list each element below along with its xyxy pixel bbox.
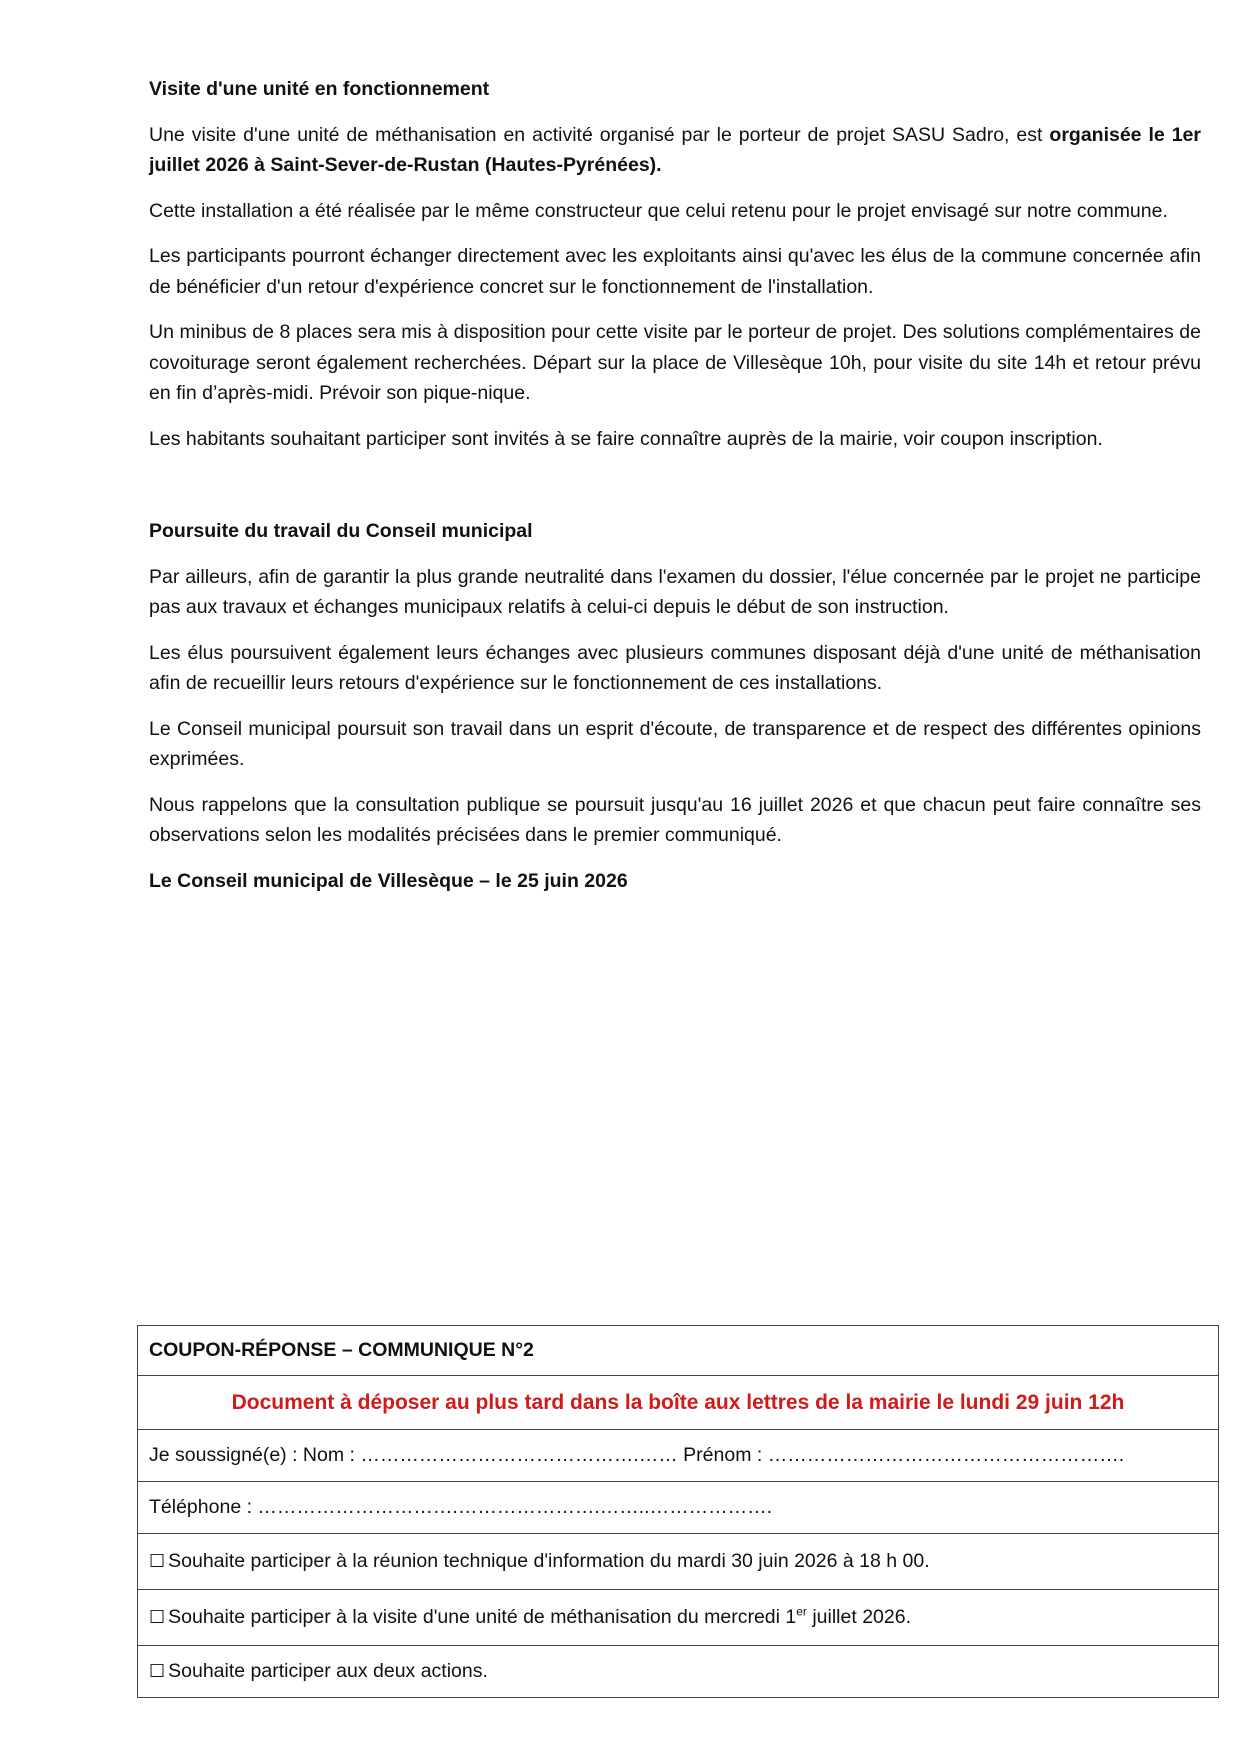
coupon-phone-field[interactable]: Téléphone : ………………………….………………….……..………………. [138,1482,1219,1534]
option-label-superscript: er [796,1604,807,1619]
paragraph-ecoute: Le Conseil municipal poursuit son travail dans un esprit d'écoute, de transparence et de respect des différentes opinions exprimées. [149,717,1201,770]
option-label: Souhaite participer à la visite d'une unité de méthanisation du mercredi 1 [168,1606,797,1628]
paragraph-visite-intro [149,120,1201,181]
document-body [149,74,1201,911]
coupon-title: COUPON-RÉPONSE – COMMUNIQUE N°2 [138,1326,1219,1376]
option-label: Souhaite participer à la réunion technique d'information du mardi 30 juin 2026 à 18 h 00. [168,1550,930,1572]
coupon-deadline-notice: Document à déposer au plus tard dans la boîte aux lettres de la mairie le lundi 29 juin 12h [138,1376,1219,1430]
coupon-reponse-form [137,1325,1219,1698]
coupon-option-visite[interactable] [138,1590,1219,1646]
checkbox-icon[interactable]: ☐ [149,1551,166,1572]
option-label-end: juillet 2026. [806,1606,911,1628]
signature: Le Conseil municipal de Villesèque – le 25 juin 2026 [149,869,628,892]
section-heading-visite: Visite d'une unité en fonctionnement [149,78,490,100]
paragraph-participants: Les participants pourront échanger directement avec les exploitants ainsi qu'avec les élus de la commune concernée afin de bénéficier d'un retour d'expérience concret sur le fonctionnement de l'installation. [149,245,1201,298]
paragraph-inscription: Les habitants souhaitant participer sont invités à se faire connaître auprès de la mairie, voir coupon inscription. [149,427,1103,450]
paragraph-minibus: Un minibus de 8 places sera mis à disposition pour cette visite par le porteur de projet. Des solutions complémentaires de covoiturage seront également recherchées. Départ sur la place de Villesèque 10h, pour visite du site 14h et retour prévu en fin d’après-midi. Prévoir son pique-nique. [149,321,1201,404]
section-spacer [149,469,1201,516]
paragraph-bold-date: organisée le 1er juillet 2026 à Saint-Sever-de-Rustan (Hautes-Pyrénées). [149,123,1201,176]
paragraph-echanges: Les élus poursuivent également leurs échanges avec plusieurs communes disposant déjà d'une unité de méthanisation afin de recueillir leurs retours d'expérience sur le fonctionnement de ces installations. [149,641,1201,694]
paragraph-installation: Cette installation a été réalisée par le même constructeur que celui retenu pour le projet envisagé sur notre commune. [149,199,1168,222]
checkbox-icon[interactable]: ☐ [149,1661,166,1682]
option-label: Souhaite participer aux deux actions. [168,1660,488,1682]
checkbox-icon[interactable]: ☐ [149,1607,166,1628]
paragraph-text: Une visite d'une unité de méthanisation en activité organisé par le porteur de projet SASU Sadro, est [149,123,1050,146]
section-heading-conseil: Poursuite du travail du Conseil municipal [149,520,533,542]
paragraph-neutralite: Par ailleurs, afin de garantir la plus grande neutralité dans l'examen du dossier, l'élue concernée par le projet ne participe pas aux travaux et échanges municipaux relatifs à celui-ci depuis le début de son instruction. [149,565,1201,618]
coupon-option-reunion[interactable] [138,1534,1219,1590]
coupon-option-deux-actions[interactable] [138,1646,1219,1698]
paragraph-consultation: Nous rappelons que la consultation publique se poursuit jusqu'au 16 juillet 2026 et que chacun peut faire connaître ses observations selon les modalités précisées dans le premier communiqué. [149,793,1201,846]
coupon-name-field[interactable]: Je soussigné(e) : Nom : …………………………………….…… Prénom : ………………………………………………. [138,1430,1219,1482]
